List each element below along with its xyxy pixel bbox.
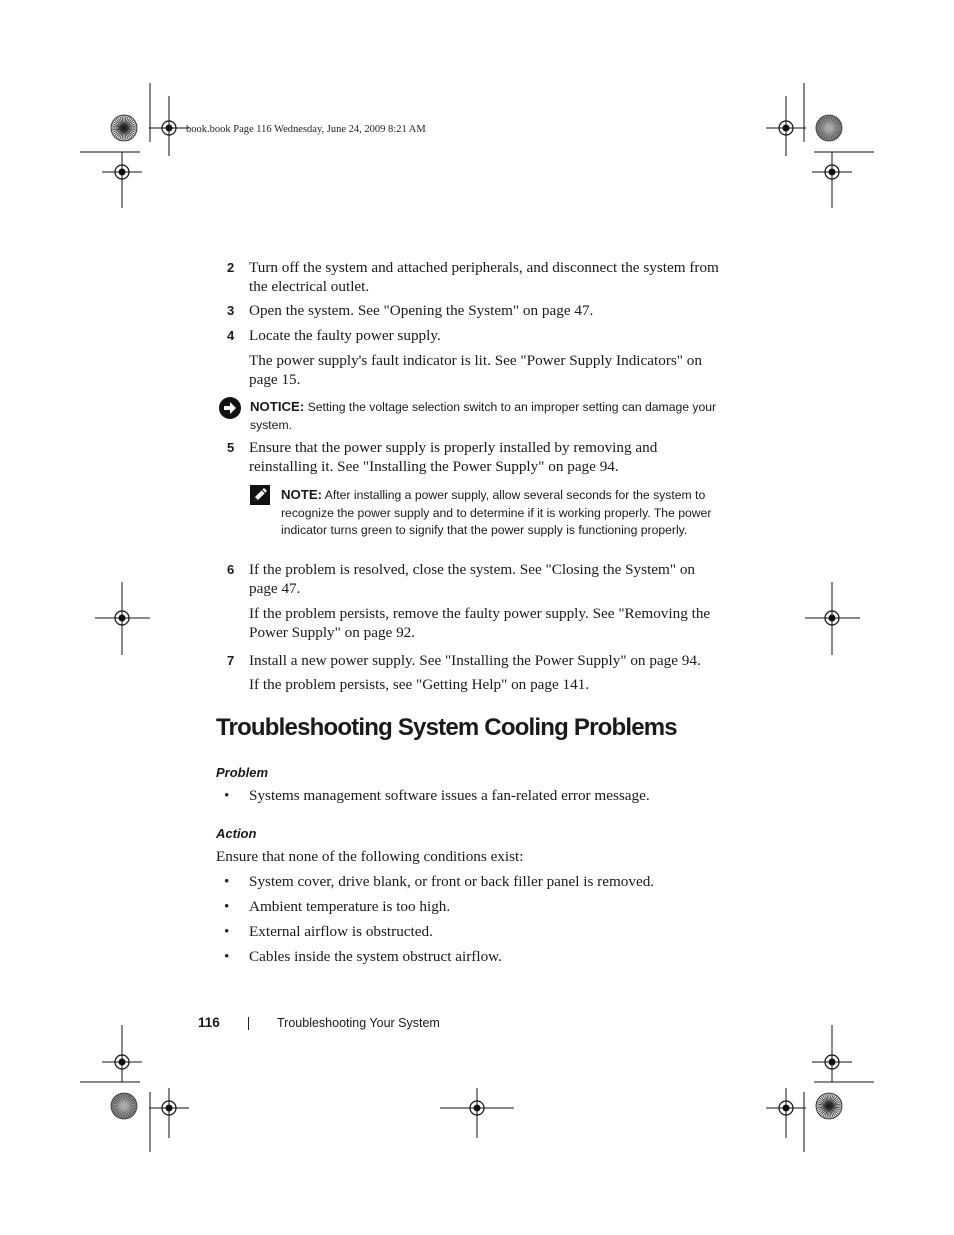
section-title: Troubleshooting System Cooling Problems [216,714,677,741]
step-number: 3 [227,303,235,318]
bullet-text: External airflow is obstructed. [249,923,433,940]
step-number: 4 [227,328,235,343]
bullet-dot: • [224,873,230,890]
step-7-detail: If the problem persists, see "Getting Help" on page 141. [249,676,590,693]
bullet-dot: • [224,948,230,965]
step-text: Locate the faulty power supply. [249,327,441,344]
bullet-dot: • [224,787,230,804]
step-number: 6 [227,562,235,577]
note-label: NOTE: [281,487,323,502]
step-text: If the problem is resolved, close the system. See "Closing the System" on page 47. [249,561,696,597]
action-heading: Action [216,826,257,841]
registration-disc-icon [816,1093,842,1119]
action-intro: Ensure that none of the following conditions exist: [216,848,524,865]
bullet-text: Cables inside the system obstruct airflow. [249,948,502,965]
notice-text: Setting the voltage selection switch to an improper setting can damage your system. [250,400,717,432]
step-number: 7 [227,653,235,668]
notice-callout [250,398,720,434]
problem-heading: Problem [216,765,269,780]
bullet-dot: • [224,923,230,940]
step-6-detail: If the problem persists, remove the faulty power supply. See "Removing the Power Supply" on page 92. [249,605,711,641]
step-4-detail: The power supply's fault indicator is lit. See "Power Supply Indicators" on page 15. [249,352,702,388]
note-callout [281,486,713,540]
note-pencil-icon [250,485,270,505]
bullet-text: System cover, drive blank, or front or back filler panel is removed. [249,873,655,890]
step-text: Install a new power supply. See "Installing the Power Supply" on page 94. [249,652,701,669]
registration-disc-icon [111,115,137,141]
step-number: 5 [227,440,235,455]
footer-divider [248,1017,249,1030]
step-text: Ensure that the power supply is properly installed by removing and reinstalling it. See "Installing the Power Supply" on page 94. [249,439,658,475]
step-number: 2 [227,260,235,275]
note-text: After installing a power supply, allow several seconds for the system to recognize the power supply and to determine if it is working properly. The power indicator turns green to signify that the power supply is functioning properly. [281,488,712,537]
registration-disc-icon [816,115,842,141]
bullet-text: Systems management software issues a fan-related error message. [249,787,650,804]
registration-disc-icon [111,1093,137,1119]
bullet-text: Ambient temperature is too high. [249,898,451,915]
page-number: 116 [198,1015,220,1030]
step-text: Open the system. See "Opening the System" on page 47. [249,302,594,319]
footer-chapter-title: Troubleshooting Your System [277,1016,440,1030]
bullet-dot: • [224,898,230,915]
print-header: book.book Page 116 Wednesday, June 24, 2009 8:21 AM [186,124,426,135]
step-text: Turn off the system and attached peripherals, and disconnect the system from the electrical outlet. [249,259,719,295]
notice-icon [218,396,242,420]
notice-label: NOTICE: [250,399,305,414]
